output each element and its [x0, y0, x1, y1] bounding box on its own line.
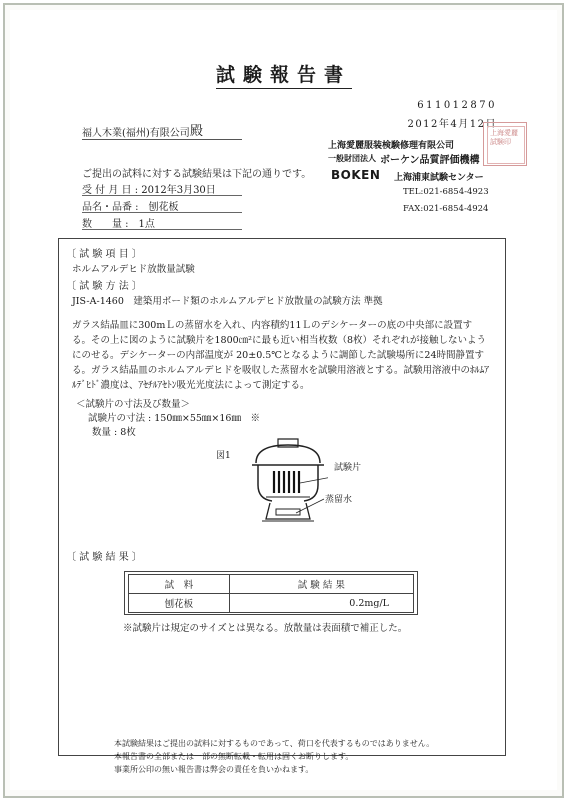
test-method-paragraph: ガラス結晶皿に300mＬの蒸留水を入れ、内容積約11Ｌのデシケーターの底の中央部に設置する。その上に図のように試験片を1800㎝²に最も近い相当枚数（8枚）それぞれが接触しないようにのせる。デシケーターの内部温度が 20±0.5℃となるように調節した試験場所に24時間静置する。ガラス結晶皿のホルムアルデヒドを吸収した蒸留水を試験用溶液とする。試験用溶液中のﾎﾙﾑｱﾙﾃﾞﾋﾄﾞ濃度は、ｱｾﾁﾙｱｾﾄﾝ吸光光度法によって測定する。: [72, 320, 489, 391]
received-underline: [82, 195, 242, 196]
col-result: 試 験 結 果: [229, 575, 413, 594]
specimen-count: 数量 : 8枚: [92, 427, 136, 438]
issuer-tel: TEL:021-6854-4923: [403, 187, 489, 197]
cell-sample: 刨花板: [129, 594, 230, 613]
client-underline: [82, 139, 242, 140]
client-name: 福人木業(福州)有限公司: [82, 128, 190, 139]
test-method-standard: JIS-A-1460 建築用ボード類のホルムアルデヒド放散量の試験方法 準拠: [72, 296, 383, 307]
col-sample: 試 料: [129, 575, 230, 594]
cell-result: 0.2mg/L: [229, 594, 413, 613]
report-date: 2012年4月12日: [407, 119, 497, 130]
client-honorific: 殿: [190, 124, 204, 139]
results-table: [128, 574, 414, 613]
figure-water-label: 蒸留水: [325, 495, 353, 505]
sample-quantity: 数 量 : 1点: [82, 219, 155, 230]
title-underline: [216, 88, 352, 89]
results-header-row: [129, 575, 414, 594]
document-number: 611012870: [417, 100, 497, 111]
intro-text: ご提出の試料に対する試験結果は下記の通りです。: [82, 169, 312, 180]
test-method-heading: 〔 試 験 方 法 〕: [66, 281, 142, 292]
boken-logo: BOKEN: [331, 168, 381, 182]
footer-line-1: 本試験結果はご提出の試料に対するものであって、荷口を代表するものではありません。: [114, 739, 435, 748]
test-item-value: ホルムアルデヒド放散量試験: [72, 264, 195, 275]
desiccator-diagram: [248, 433, 328, 528]
official-seal: [483, 122, 527, 166]
product-underline: [82, 212, 242, 213]
table-row: [129, 594, 414, 613]
quantity-underline: [82, 229, 242, 230]
issuer-test-center: 上海浦東試験センター: [394, 173, 484, 183]
footer-line-2: 本報告書の全部または一部の無断転載・転用は固くお断りします。: [114, 752, 354, 761]
figure-specimen-label: 試験片: [334, 463, 362, 473]
results-heading: 〔 試 験 結 果 〕: [66, 552, 142, 563]
product-name: 品名・品番 : 刨花板: [82, 202, 179, 213]
specimen-size: 試験片の寸法 : 150㎜×55㎜×16㎜ ※: [88, 413, 260, 424]
issuer-org-boken: ボーケン品質評価機構: [380, 155, 480, 166]
issuer-org-prefix: 一般財団法人: [328, 154, 376, 163]
footer-line-3: 事業所公印の無い報告書は弊会の責任を負いかねます。: [114, 765, 314, 774]
results-note: ※試験片は規定のサイズとは異なる。放散量は表面積で補正した。: [123, 623, 408, 634]
specimen-heading: ＜試験片の寸法及び数量＞: [76, 399, 191, 410]
report-title: 試験報告書: [215, 64, 351, 86]
issuer-org-shanghai: 上海愛麗服装検験修理有限公司: [328, 141, 455, 151]
figure-label: 図1: [216, 451, 231, 461]
received-date: 受 付 月 日 : 2012年3月30日: [82, 185, 216, 196]
report-page: [10, 10, 557, 790]
test-item-heading: 〔 試 験 項 目 〕: [66, 249, 142, 260]
issuer-fax: FAX:021-6854-4924: [403, 204, 489, 214]
seal-text: 上海愛麗 試験印: [490, 129, 518, 146]
